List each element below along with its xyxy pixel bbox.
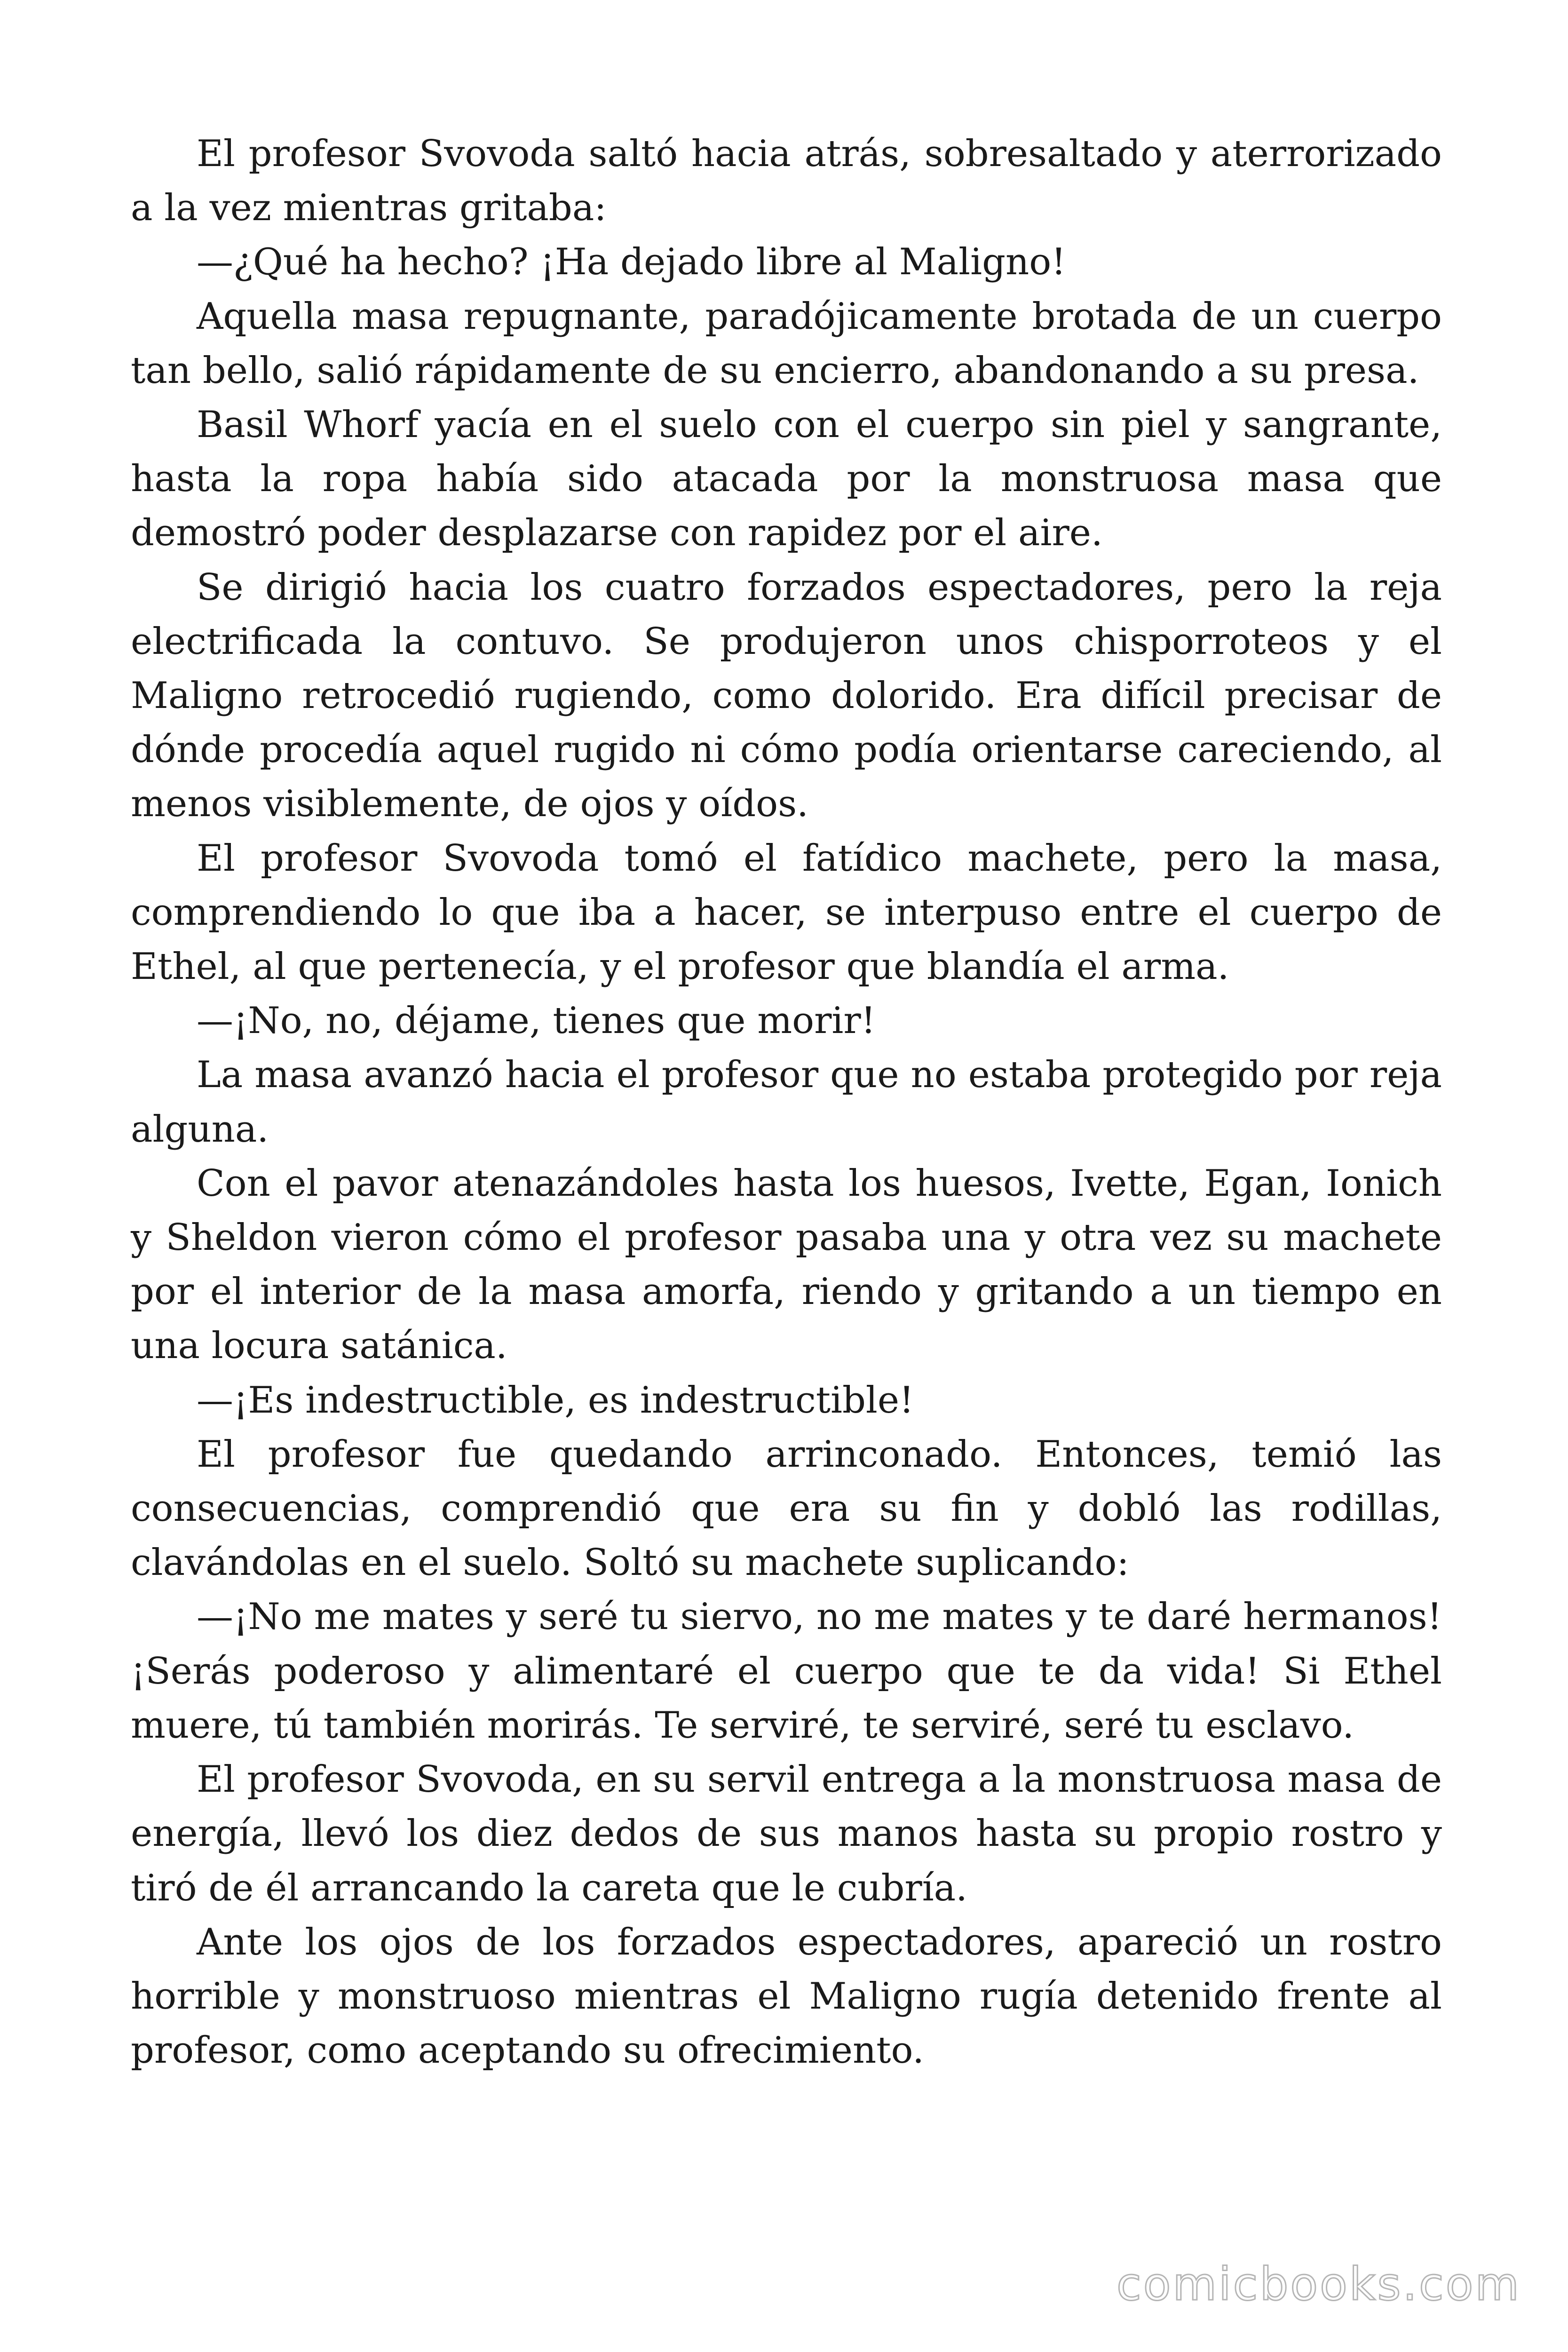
- paragraph: Con el pavor atenazándoles hasta los huesos, Ivette, Egan, Ionich y Sheldon vieron cómo el profesor pasaba una y otra vez su machete por el interior de la masa amorfa, riendo y gritando a un tiempo en una locura satánica.: [131, 1162, 1442, 1367]
- paragraph: —¡Es indestructible, es indestructible!: [197, 1379, 914, 1422]
- paragraph: Aquella masa repugnante, paradójicamente brotada de un cuerpo tan bello, salió rápidamente de su encierro, abandonando a su presa.: [131, 295, 1442, 392]
- paragraph: —¡No, no, déjame, tienes que morir!: [197, 1000, 876, 1042]
- paragraph: El profesor Svovoda saltó hacia atrás, sobresaltado y aterrorizado a la vez mientras gritaba:: [131, 133, 1442, 230]
- paragraph: La masa avanzó hacia el profesor que no estaba protegido por reja alguna.: [131, 1054, 1442, 1151]
- watermark: comicbooks.com: [1116, 2258, 1521, 2311]
- paragraph: El profesor Svovoda, en su servil entrega a la monstruosa masa de energía, llevó los diez dedos de sus manos hasta su propio rostro y tiró de él arrancando la careta que le cubría.: [131, 1758, 1442, 1909]
- paragraph: El profesor fue quedando arrinconado. Entonces, temió las consecuencias, comprendió que era su fin y dobló las rodillas, clavándolas en el suelo. Soltó su machete suplicando:: [131, 1433, 1442, 1584]
- paragraph: Basil Whorf yacía en el suelo con el cuerpo sin piel y sangrante, hasta la ropa había sido atacada por la monstruosa masa que demostró poder desplazarse con rapidez por el aire.: [131, 404, 1442, 555]
- paragraph: Se dirigió hacia los cuatro forzados espectadores, pero la reja electrificada la contuvo. Se produjeron unos chisporroteos y el Maligno retrocedió rugiendo, como dolorido. Era difícil precisar de dónde procedía aquel rugido ni cómo podía orientarse careciendo, al menos visiblemente, de ojos y oídos.: [131, 566, 1442, 826]
- paragraph: —¡No me mates y seré tu siervo, no me mates y te daré hermanos! ¡Serás poderoso y alimentaré el cuerpo que te da vida! Si Ethel muere, tú también morirás. Te serviré, te serviré, seré tu esclavo.: [131, 1596, 1442, 1747]
- paragraph: —¿Qué ha hecho? ¡Ha dejado libre al Maligno!: [197, 241, 1066, 284]
- paragraph: Ante los ojos de los forzados espectadores, apareció un rostro horrible y monstruoso mientras el Maligno rugía detenido frente al profesor, como aceptando su ofrecimiento.: [131, 1921, 1442, 2072]
- paragraph: El profesor Svovoda tomó el fatídico machete, pero la masa, comprendiendo lo que iba a hacer, se interpuso entre el cuerpo de Ethel, al que pertenecía, y el profesor que blandía el arma.: [131, 837, 1442, 988]
- body-text: [131, 127, 1442, 2078]
